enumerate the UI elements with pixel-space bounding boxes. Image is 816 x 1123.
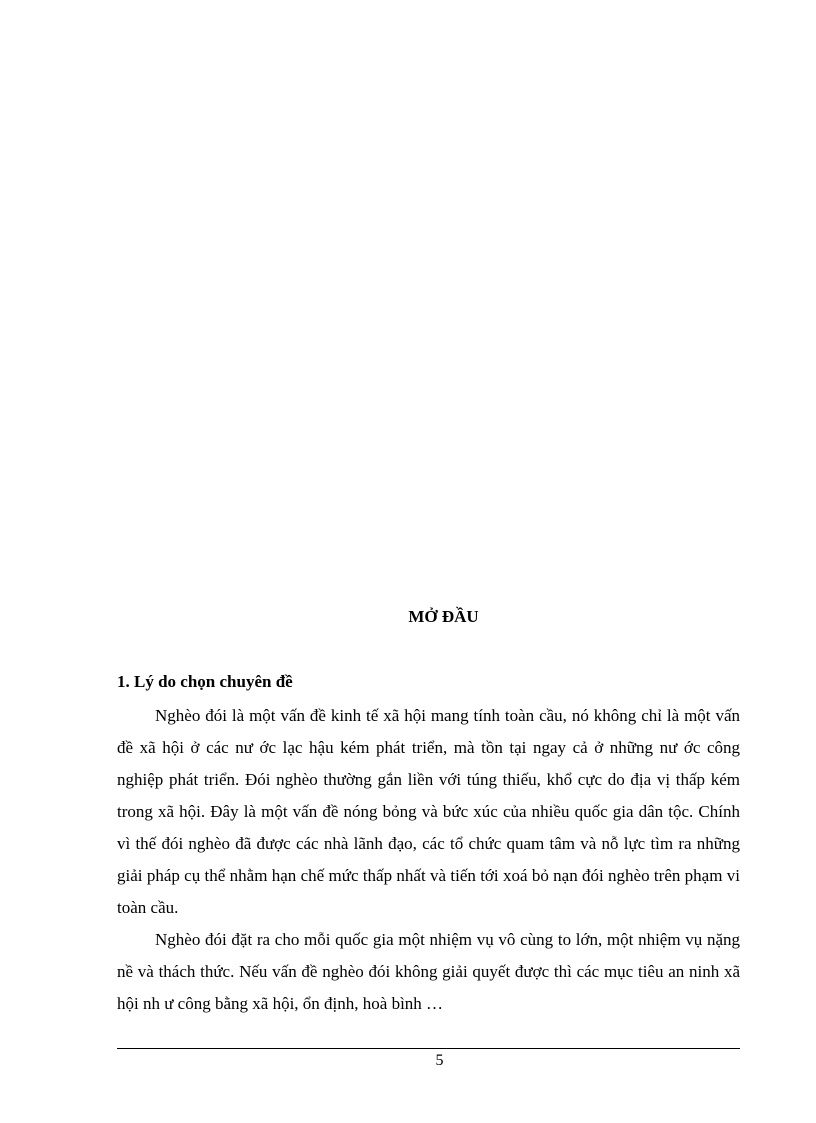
section-heading: 1. Lý do chọn chuyên đề [117,672,293,691]
footer-divider [117,1048,740,1049]
page-number: 5 [435,1052,444,1069]
document-title: MỞ ĐẦU [408,607,479,626]
body-paragraph: Nghèo đói đặt ra cho mỗi quốc gia một nhiệm vụ vô cùng to lớn, một nhiệm vụ nặng nề và thách thức. Nếu vấn đề nghèo đói không giải quyết được thì các mục tiêu an ninh xã hội nh ư công bằng xã hội, ổn định, hoà bình … [117,930,740,1013]
body-paragraph: Nghèo đói là một vấn đề kinh tế xã hội mang tính toàn cầu, nó không chỉ là một vấn đề xã hội ở các nư ớc lạc hậu kém phát triển, mà tồn tại ngay cả ở những nư ớc công nghiệp phát triển. Đói nghèo thường gắn liền với túng thiếu, khổ cực do địa vị thấp kém trong xã hội. Đây là một vấn đề nóng bỏng và bức xúc của nhiều quốc gia dân tộc. Chính vì thế đói nghèo đã được các nhà lãnh đạo, các tổ chức quam tâm và nỗ lực tìm ra những giải pháp cụ thể nhằm hạn chế mức thấp nhất và tiến tới xoá bỏ nạn đói nghèo trên phạm vi toàn cầu. [117,706,740,917]
